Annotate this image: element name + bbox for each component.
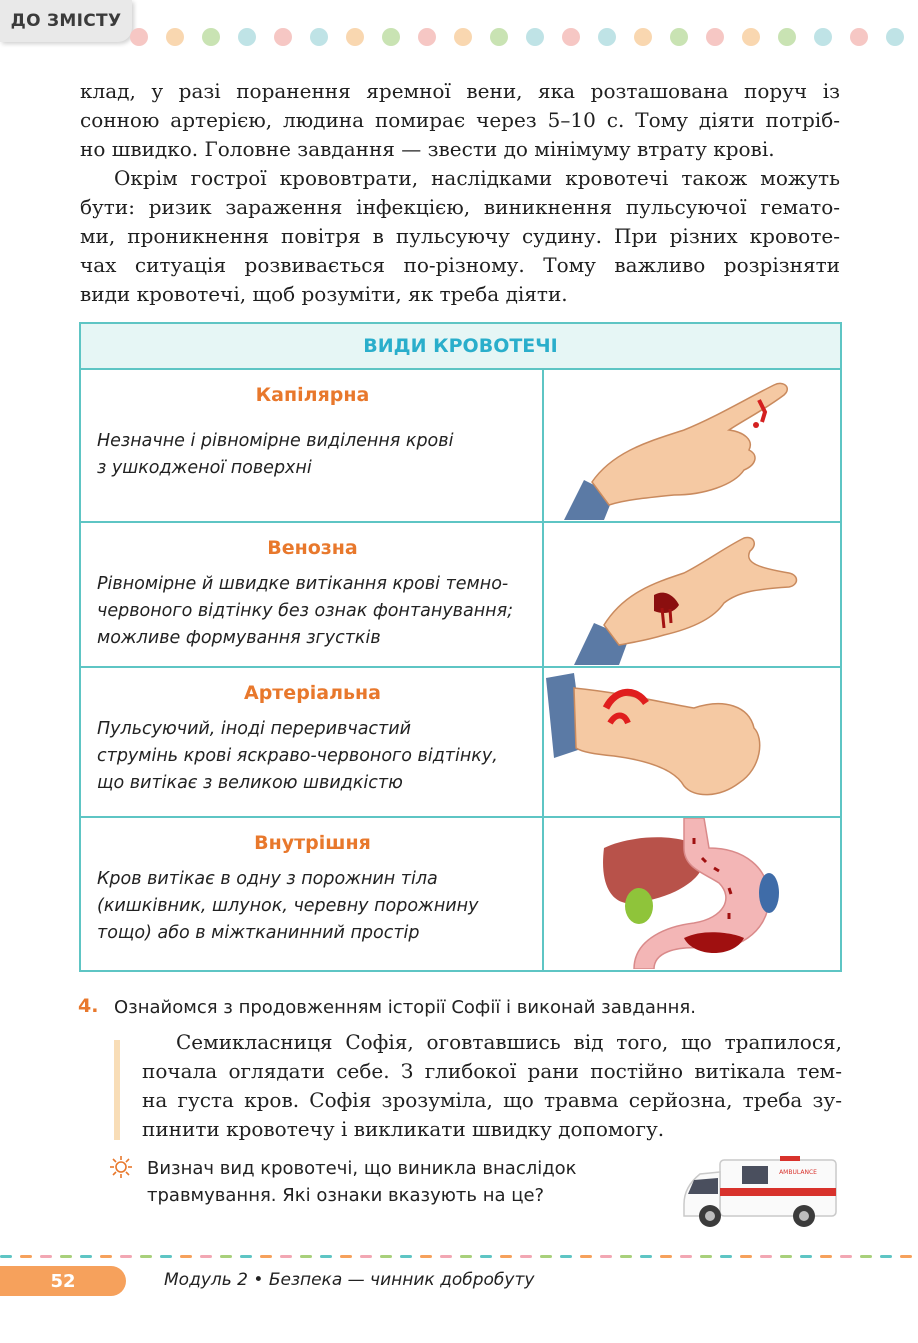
decorative-dot xyxy=(130,28,148,46)
divider-dash xyxy=(60,1255,72,1258)
divider-dash xyxy=(580,1255,592,1258)
table-row xyxy=(80,369,841,522)
intro-paragraph-2 xyxy=(80,164,840,309)
divider-dash xyxy=(600,1255,612,1258)
divider-dash xyxy=(420,1255,432,1258)
divider-dash xyxy=(880,1255,892,1258)
decorative-dot xyxy=(598,28,616,46)
divider-dash xyxy=(340,1255,352,1258)
decorative-dot xyxy=(238,28,256,46)
text-line: почала оглядати себе. З глибокої рани постійно витікала тем- xyxy=(142,1059,842,1083)
divider-dash xyxy=(80,1255,92,1258)
divider-dash xyxy=(280,1255,292,1258)
decorative-dots xyxy=(130,28,910,48)
bleeding-types-table xyxy=(79,322,842,972)
footer-divider xyxy=(0,1255,918,1259)
text-line: Семикласниця Софія, оговтавшись від того, що трапилося, xyxy=(176,1030,842,1054)
divider-dash xyxy=(100,1255,112,1258)
bleeding-type-description: Кров витікає в одну з порожнин тіла (кишківник, шлунок, черевну порожнину тощо) або в міжтканинний простір xyxy=(97,869,479,943)
divider-dash xyxy=(380,1255,392,1258)
divider-dash xyxy=(260,1255,272,1258)
divider-dash xyxy=(400,1255,412,1258)
table-row xyxy=(80,667,841,817)
divider-dash xyxy=(180,1255,192,1258)
divider-dash xyxy=(560,1255,572,1258)
divider-dash xyxy=(760,1255,772,1258)
decorative-dot xyxy=(382,28,400,46)
sun-icon xyxy=(110,1156,132,1178)
text-line: на густа кров. Софія зрозуміла, що травма серйозна, треба зу- xyxy=(142,1088,842,1112)
divider-dash xyxy=(620,1255,632,1258)
divider-dash xyxy=(720,1255,732,1258)
text-line: сонною артерією, людина помирає через 5–10 с. Тому діяти потріб- xyxy=(80,108,840,132)
divider-dash xyxy=(860,1255,872,1258)
task-number: 4. xyxy=(78,995,99,1017)
divider-dash xyxy=(780,1255,792,1258)
divider-dash xyxy=(20,1255,32,1258)
story-quote-bar xyxy=(114,1040,120,1140)
ambulance-icon xyxy=(680,1152,840,1232)
text-line: бути: ризик зараження інфекцією, виникнення пульсуючої гемато- xyxy=(80,195,840,219)
toc-button[interactable]: ДО ЗМІСТУ xyxy=(0,0,132,42)
text-line: но швидко. Головне завдання — звести до мінімуму втрату крові. xyxy=(80,137,775,161)
decorative-dot xyxy=(886,28,904,46)
divider-dash xyxy=(0,1255,12,1258)
text-line: Окрім гострої крововтрати, наслідками кровотечі також можуть xyxy=(114,166,840,190)
bleeding-type-description: Рівномірне й швидке витікання крові темно- червоного відтінку без ознак фонтанування; можливе формування згустків xyxy=(97,574,514,648)
divider-dash xyxy=(240,1255,252,1258)
decorative-dot xyxy=(202,28,220,46)
decorative-dot xyxy=(526,28,544,46)
divider-dash xyxy=(320,1255,332,1258)
table-header: ВИДИ КРОВОТЕЧІ xyxy=(80,323,841,369)
divider-dash xyxy=(840,1255,852,1258)
svg-text:AMBULANCE: AMBULANCE xyxy=(779,1169,817,1176)
divider-dash xyxy=(660,1255,672,1258)
decorative-dot xyxy=(670,28,688,46)
text-line: клад, у разі поранення яремної вени, яка розташована поруч із xyxy=(80,79,840,103)
decorative-dot xyxy=(166,28,184,46)
divider-dash xyxy=(540,1255,552,1258)
text-line: чах ситуація розвивається по-різному. Тому важливо розрізняти xyxy=(80,253,840,277)
decorative-dot xyxy=(274,28,292,46)
divider-dash xyxy=(220,1255,232,1258)
decorative-dot xyxy=(490,28,508,46)
divider-dash xyxy=(160,1255,172,1258)
finger-capillary-icon xyxy=(543,369,841,522)
divider-dash xyxy=(140,1255,152,1258)
divider-dash xyxy=(640,1255,652,1258)
decorative-dot xyxy=(346,28,364,46)
bleeding-type-description: Незначне і рівномірне виділення крові з ушкодженої поверхні xyxy=(97,431,454,478)
divider-dash xyxy=(500,1255,512,1258)
divider-dash xyxy=(200,1255,212,1258)
bleeding-type-title: Венозна xyxy=(267,537,358,559)
internal-organs-icon xyxy=(543,817,841,971)
decorative-dot xyxy=(454,28,472,46)
bleeding-type-title: Внутрішня xyxy=(254,832,371,854)
decorative-dot xyxy=(418,28,436,46)
divider-dash xyxy=(440,1255,452,1258)
page-number: 52 xyxy=(0,1266,126,1296)
decorative-dot xyxy=(706,28,724,46)
divider-dash xyxy=(900,1255,912,1258)
finger-venous-icon xyxy=(543,522,841,667)
task-instruction: Ознайомся з продовженням історії Софії і виконай завдання. xyxy=(114,997,696,1018)
decorative-dot xyxy=(562,28,580,46)
text-line: пинити кровотечу і викликати швидку допомогу. xyxy=(142,1117,665,1141)
wrist-arterial-icon xyxy=(543,667,841,817)
bleeding-type-title: Артеріальна xyxy=(243,682,382,704)
text-line: види кровотечі, щоб розуміти, як треба діяти. xyxy=(80,282,568,306)
story-text xyxy=(142,1028,842,1144)
divider-dash xyxy=(480,1255,492,1258)
decorative-dot xyxy=(742,28,760,46)
question-text: Визнач вид кровотечі, що виникла внаслідок травмування. Які ознаки вказують на це? xyxy=(147,1158,577,1206)
divider-dash xyxy=(700,1255,712,1258)
decorative-dot xyxy=(778,28,796,46)
decorative-dot xyxy=(814,28,832,46)
table-row xyxy=(80,817,841,971)
bleeding-type-title: Капілярна xyxy=(255,384,370,406)
footer-module-text: Модуль 2 • Безпека — чинник добробуту xyxy=(164,1270,535,1290)
divider-dash xyxy=(520,1255,532,1258)
table-row xyxy=(80,522,841,667)
divider-dash xyxy=(460,1255,472,1258)
divider-dash xyxy=(800,1255,812,1258)
decorative-dot xyxy=(634,28,652,46)
divider-dash xyxy=(740,1255,752,1258)
divider-dash xyxy=(360,1255,372,1258)
decorative-dot xyxy=(850,28,868,46)
intro-paragraph-1 xyxy=(80,77,840,164)
divider-dash xyxy=(40,1255,52,1258)
bleeding-type-description: Пульсуючий, іноді переривчастий струмінь крові яскраво-червоного відтінку, що витікає з великою швидкістю xyxy=(97,719,498,793)
divider-dash xyxy=(680,1255,692,1258)
divider-dash xyxy=(120,1255,132,1258)
text-line: ми, проникнення повітря в пульсуючу судину. При різних кровоте- xyxy=(80,224,840,248)
divider-dash xyxy=(300,1255,312,1258)
decorative-dot xyxy=(310,28,328,46)
divider-dash xyxy=(820,1255,832,1258)
